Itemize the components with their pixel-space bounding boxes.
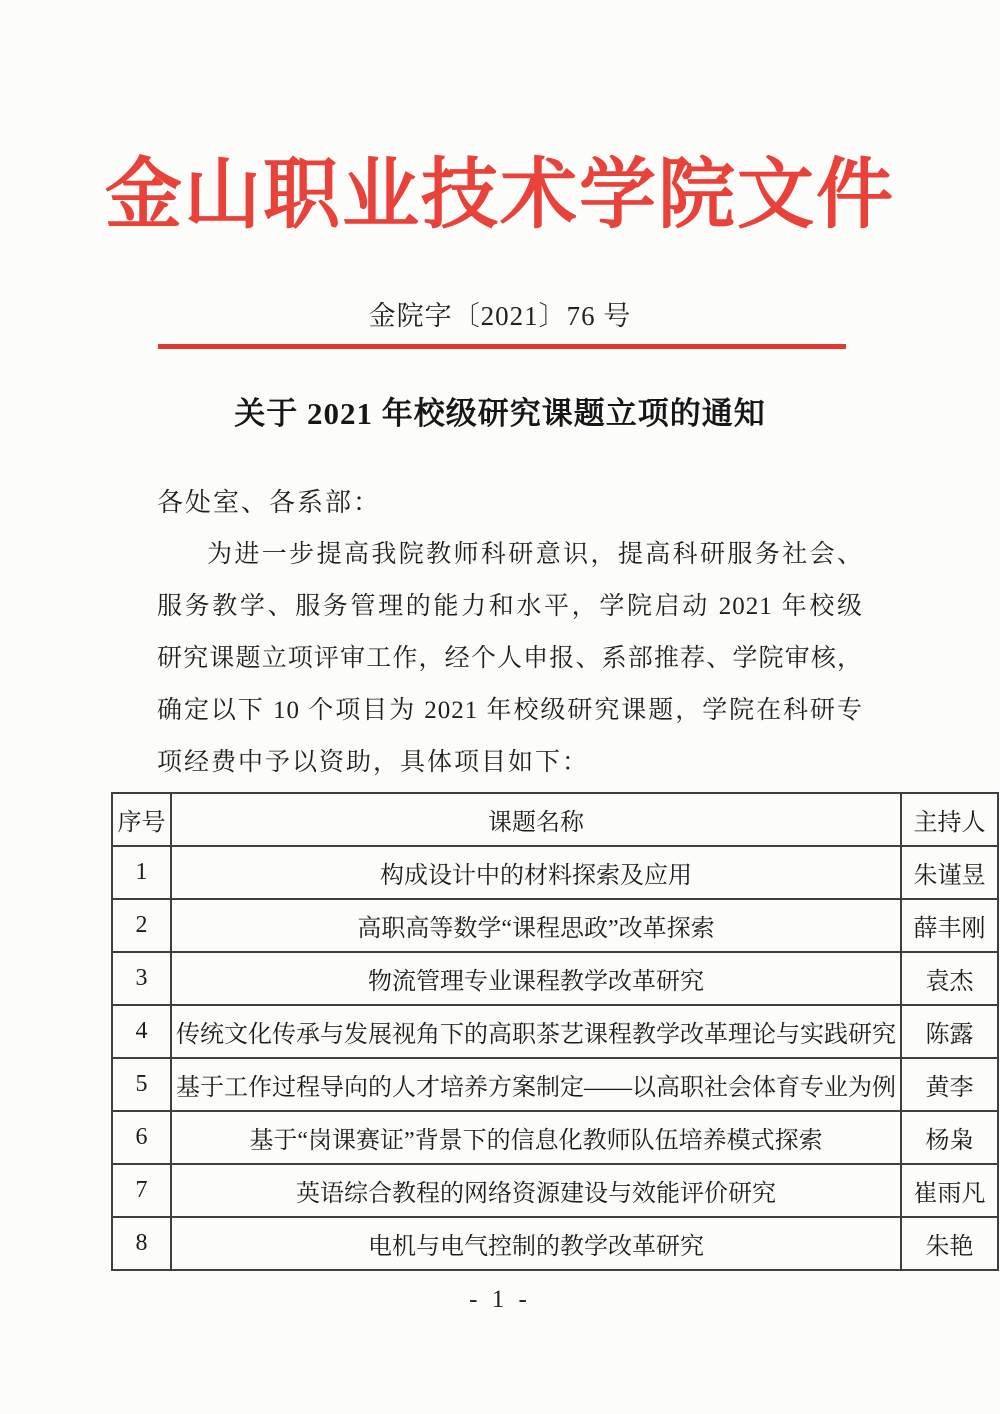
row-topic: 物流管理专业课程教学改革研究 — [171, 952, 901, 1005]
row-leader: 薛丰刚 — [901, 899, 998, 952]
body-line: 为进一步提高我院教师科研意识，提高科研服务社会、 — [207, 541, 863, 568]
body-line: 项经费中予以资助，具体项目如下： — [157, 749, 590, 776]
row-topic: 高职高等数学“课程思政”改革探索 — [171, 899, 901, 952]
row-index: 8 — [112, 1217, 171, 1270]
row-leader: 朱艳 — [901, 1217, 998, 1270]
table-row — [112, 1164, 998, 1217]
row-index: 1 — [112, 846, 171, 899]
table-row — [112, 846, 998, 899]
row-index: 7 — [112, 1164, 171, 1217]
row-leader: 崔雨凡 — [901, 1164, 998, 1217]
row-topic: 传统文化传承与发展视角下的高职茶艺课程教学改革理论与实践研究 — [171, 1005, 901, 1058]
row-topic: 英语综合教程的网络资源建设与效能评价研究 — [171, 1164, 901, 1217]
table-row — [112, 1217, 998, 1270]
row-index: 3 — [112, 952, 171, 1005]
page-number: - 1 - — [469, 1286, 531, 1313]
row-index: 4 — [112, 1005, 171, 1058]
table-row — [112, 1058, 998, 1111]
row-topic: 基于“岗课赛证”背景下的信息化教师队伍培养模式探索 — [171, 1111, 901, 1164]
row-leader: 杨枭 — [901, 1111, 998, 1164]
table-row — [112, 899, 998, 952]
row-index: 6 — [112, 1111, 171, 1164]
notice-title: 关于 2021 年校级研究课题立项的通知 — [234, 396, 766, 431]
column-header-index: 序号 — [112, 793, 171, 846]
row-topic: 基于工作过程导向的人才培养方案制定——以高职社会体育专业为例 — [171, 1058, 901, 1111]
projects-table — [111, 792, 999, 1271]
row-leader: 朱谨昱 — [901, 846, 998, 899]
organization-header-title: 金山职业技术学院文件 — [105, 152, 895, 238]
table-header-row — [112, 793, 998, 846]
body-line: 服务教学、服务管理的能力和水平，学院启动 2021 年校级 — [157, 593, 863, 620]
document-number: 金院字〔2021〕76 号 — [368, 301, 632, 331]
body-line: 确定以下 10 个项目为 2021 年校级研究课题，学院在科研专 — [157, 697, 863, 724]
red-divider-line — [158, 344, 846, 349]
column-header-topic: 课题名称 — [171, 793, 901, 846]
table-row — [112, 1111, 998, 1164]
table-row — [112, 1005, 998, 1058]
row-topic: 电机与电气控制的教学改革研究 — [171, 1217, 901, 1270]
body-line: 研究课题立项评审工作，经个人申报、系部推荐、学院审核， — [157, 645, 863, 672]
row-index: 2 — [112, 899, 171, 952]
table-row — [112, 952, 998, 1005]
row-topic: 构成设计中的材料探索及应用 — [171, 846, 901, 899]
column-header-leader: 主持人 — [901, 793, 998, 846]
notice-body — [157, 529, 863, 789]
row-index: 5 — [112, 1058, 171, 1111]
salutation: 各处室、各系部： — [157, 488, 382, 517]
row-leader: 袁杰 — [901, 952, 998, 1005]
row-leader: 陈露 — [901, 1005, 998, 1058]
row-leader: 黄李 — [901, 1058, 998, 1111]
